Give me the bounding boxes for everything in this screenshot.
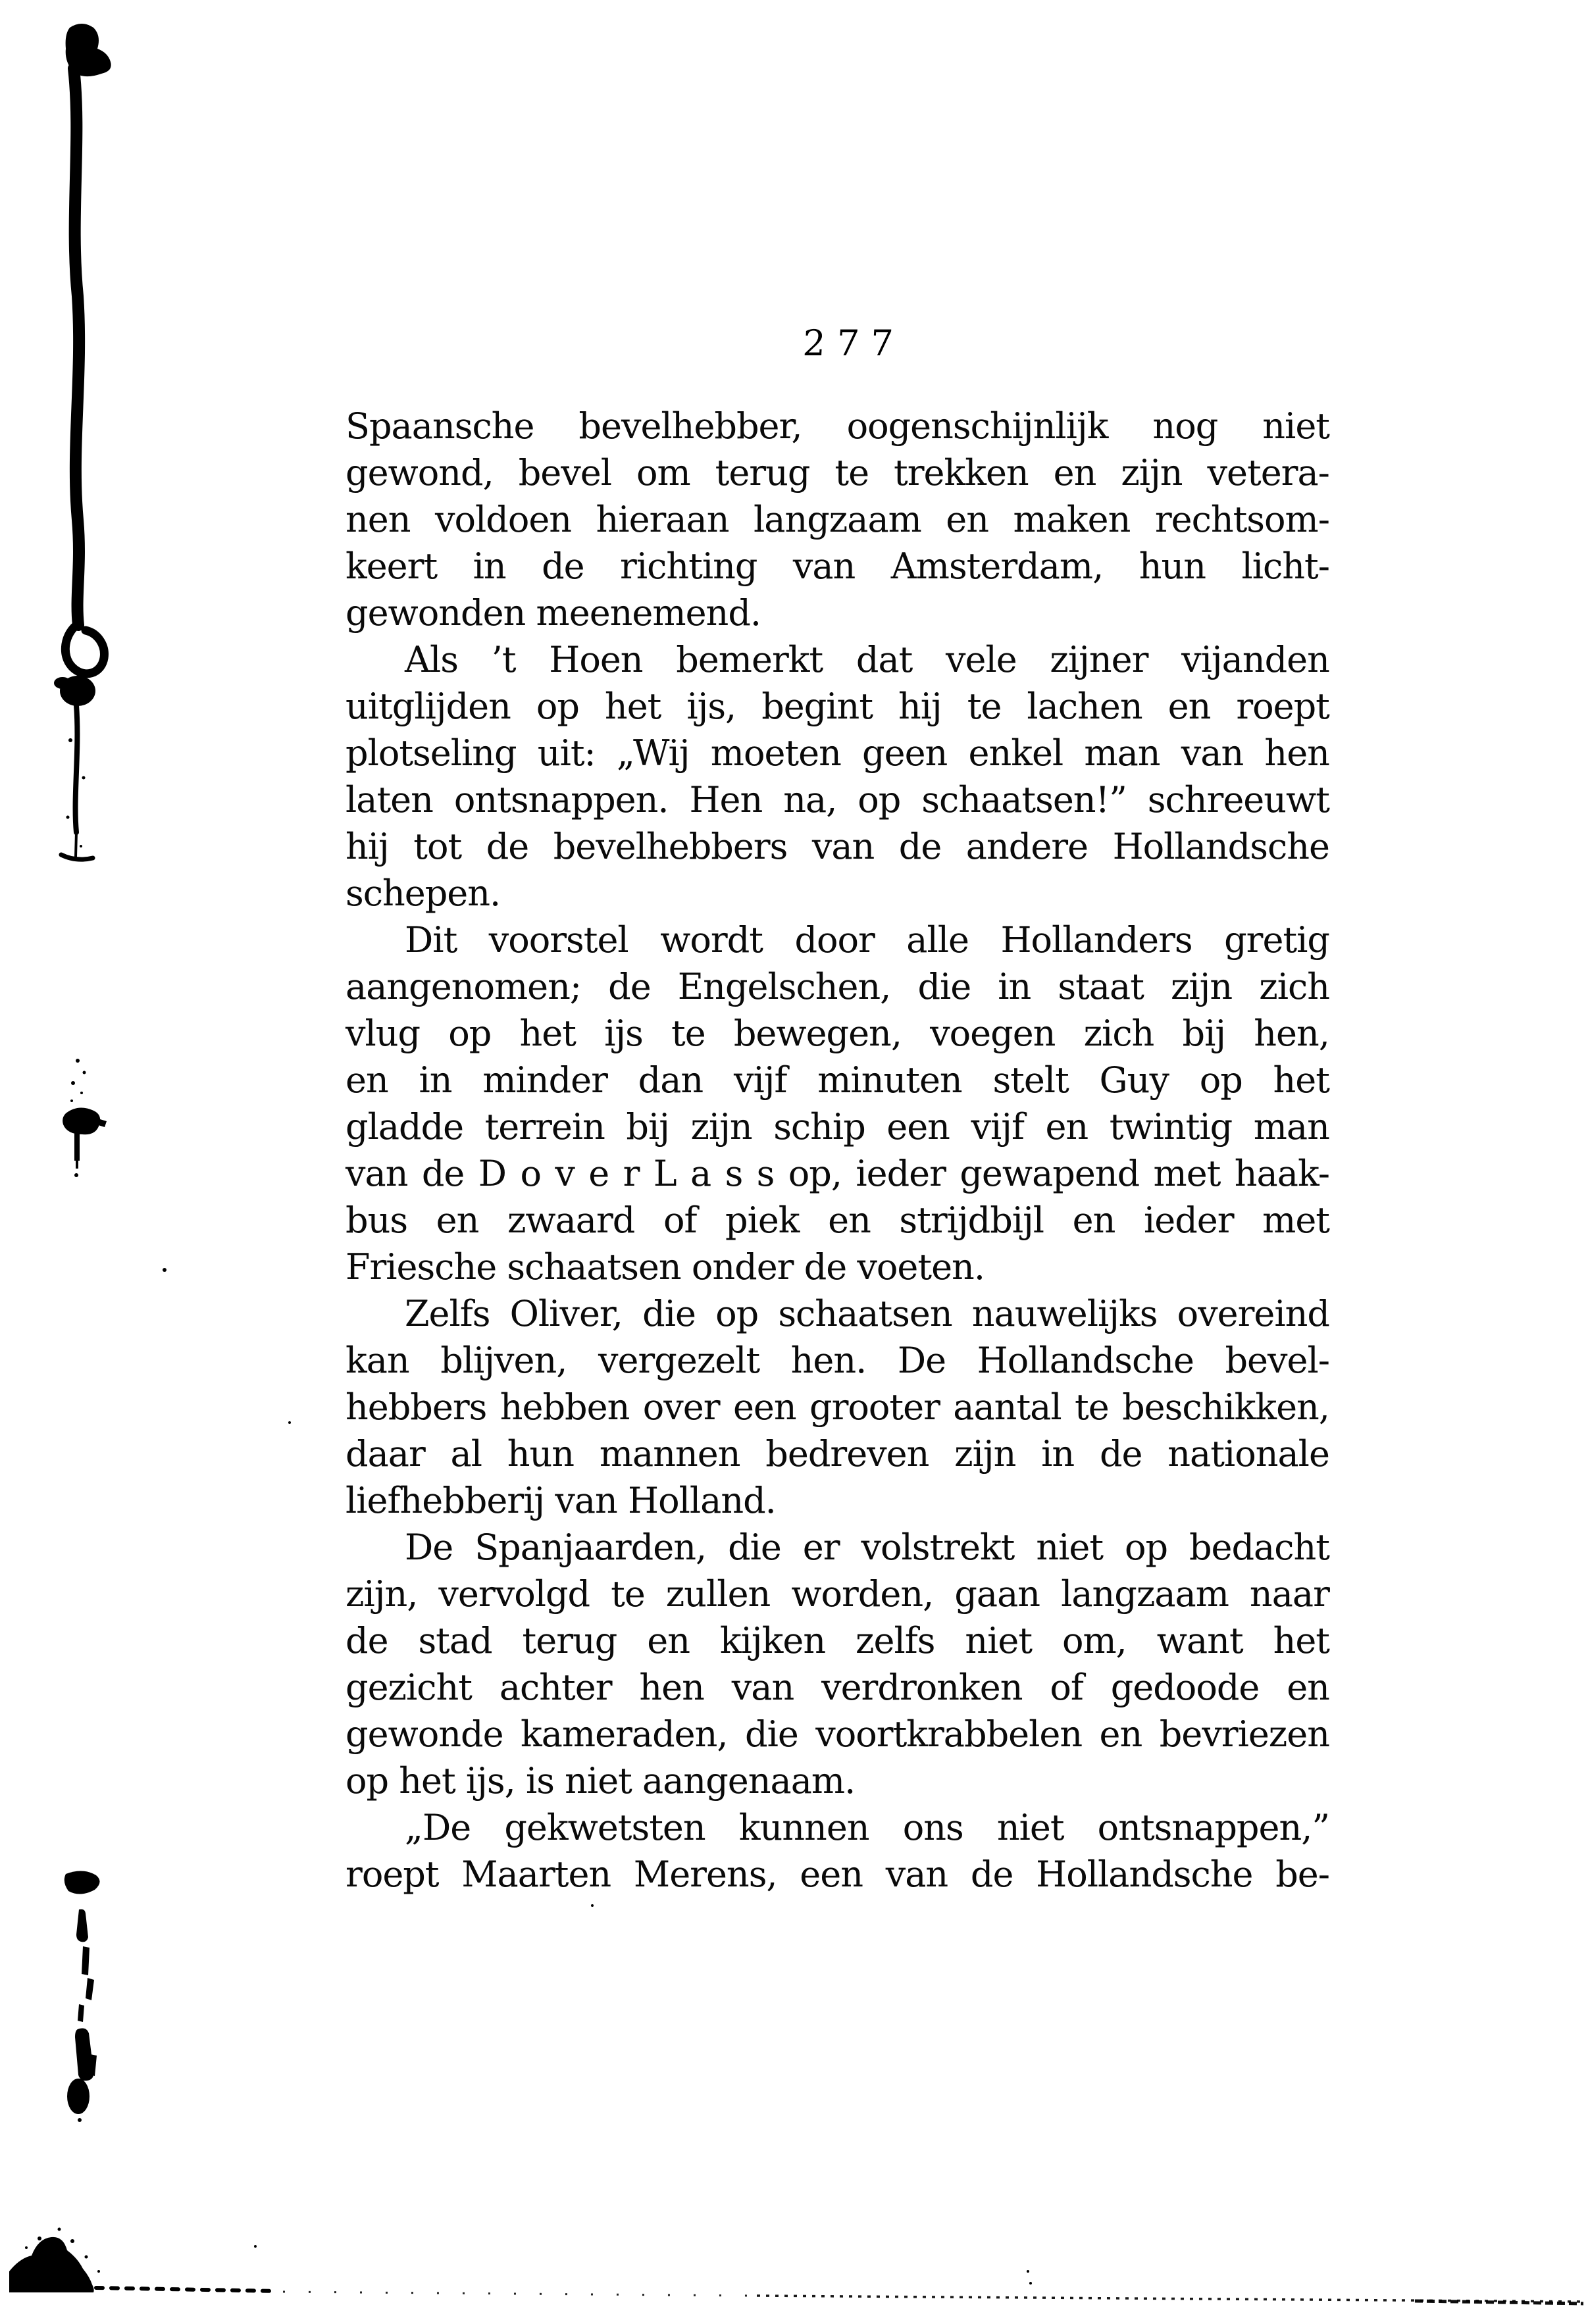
text-line: op het ijs, is niet aangenaam. [346, 1760, 856, 1802]
text-line: hij tot de bevelhebbers van de andere Hollandsche [346, 826, 1329, 867]
text-line: plotseling uit: „Wij moeten geen enkel man van hen [346, 732, 1329, 774]
text-line: zijn, vervolgd te zullen worden, gaan langzaam naar [346, 1573, 1329, 1615]
text-line: de stad terug en kijken zelfs niet om, want het [346, 1620, 1329, 1661]
page-number: 277 [802, 322, 906, 364]
text-block [346, 403, 1329, 1898]
text-line: hebbers hebben over een grooter aantal te beschikken, [346, 1386, 1329, 1428]
bottom-smudge [9, 2228, 1583, 2304]
binding-streak-bottom [64, 1871, 100, 2122]
text-line: laten ontsnappen. Hen na, op schaatsen!” schreeuwt [346, 779, 1329, 821]
text-line: De Spanjaarden, die er volstrekt niet op bedacht [405, 1527, 1329, 1568]
text-line: gewond, bevel om terug te trekken en zijn vetera- [346, 452, 1329, 493]
paragraph-2 [346, 636, 1329, 917]
text-line: gewonde kameraden, die voortkrabbelen en bevriezen [346, 1713, 1329, 1755]
text-line: uitglijden op het ijs, begint hij te lachen en roept [346, 686, 1329, 727]
paragraph-5 [346, 1524, 1329, 1804]
text-line: „De gekwetsten kunnen ons niet ontsnappen,” [405, 1807, 1329, 1848]
text-line: gewonden meenemend. [346, 592, 761, 634]
text-line: nen voldoen hieraan langzaam en maken rechtsom- [346, 499, 1329, 540]
text-line: Dit voorstel wordt door alle Hollanders gretig [405, 919, 1329, 961]
text-line: schepen. [346, 872, 501, 914]
text-line: Friesche schaatsen onder de voeten. [346, 1246, 985, 1288]
paragraph-3 [346, 917, 1329, 1290]
paragraph-4 [346, 1290, 1329, 1524]
text-line: Zelfs Oliver, die op schaatsen nauwelijks overeind [405, 1293, 1329, 1334]
text-line: Als ’t Hoen bemerkt dat vele zijner vijanden [405, 639, 1329, 680]
ink-knot-mid [63, 1059, 107, 1177]
text-line: keert in de richting van Amsterdam, hun licht- [346, 545, 1329, 587]
binding-streak-top [54, 24, 111, 859]
text-line: gladde terrein bij zijn schip een vijf en twintig man [346, 1106, 1329, 1148]
text-line: Spaansche bevelhebber, oogenschijnlijk nog niet [346, 405, 1329, 447]
paragraph-6 [346, 1804, 1329, 1898]
text-line: daar al hun mannen bedreven zijn in de nationale [346, 1433, 1329, 1475]
paragraph-1 [346, 403, 1329, 636]
text-line: en in minder dan vijf minuten stelt Guy op het [346, 1059, 1329, 1101]
text-line: van de D o v e r L a s s op, ieder gewapend met haak- [346, 1153, 1329, 1194]
text-line: bus en zwaard of piek en strijdbijl en ieder met [346, 1200, 1329, 1241]
text-line: gezicht achter hen van verdronken of gedoode en [346, 1667, 1329, 1708]
text-line: kan blijven, vergezelt hen. De Hollandsche bevel- [346, 1340, 1329, 1381]
text-line: liefhebberij van Holland. [346, 1480, 776, 1521]
text-line: vlug op het ijs te bewegen, voegen zich bij hen, [346, 1013, 1329, 1054]
text-line: aangenomen; de Engelschen, die in staat zijn zich [346, 966, 1329, 1007]
text-line: roept Maarten Merens, een van de Hollandsche be- [346, 1854, 1329, 1895]
